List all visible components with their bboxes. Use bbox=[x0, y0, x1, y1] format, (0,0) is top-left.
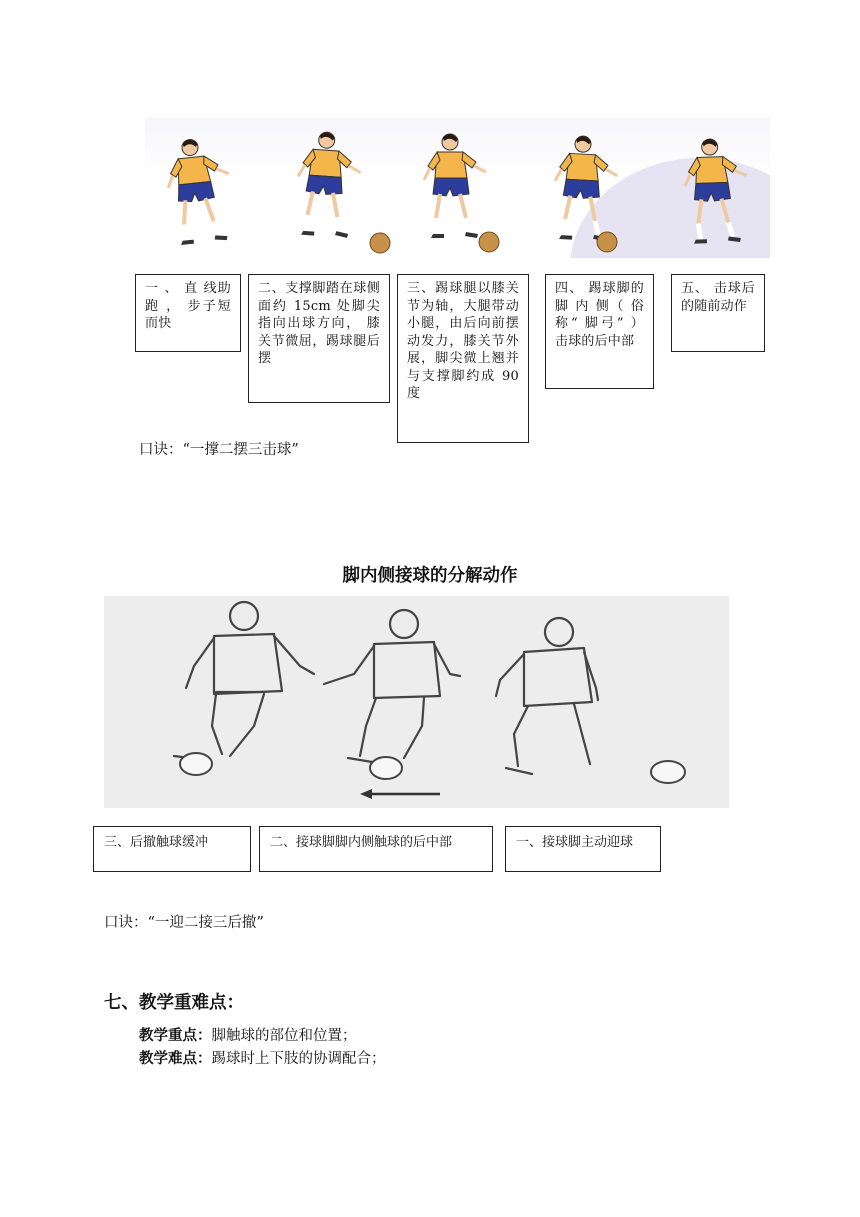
kick-sequence-illustration bbox=[145, 118, 770, 258]
receive-step-2-text: 二、接球脚脚内侧触球的后中部 bbox=[270, 835, 453, 850]
kick-mnemonic: 口诀：“一撑二摆三击球” bbox=[139, 442, 299, 458]
section-heading: 七、教学重难点： bbox=[104, 993, 244, 1013]
kick-step-4-box bbox=[545, 274, 654, 389]
receive-step-2-box bbox=[259, 826, 493, 872]
difficulty-line bbox=[139, 1047, 386, 1068]
difficulty-label: 教学难点： bbox=[139, 1051, 212, 1067]
kicking-figures bbox=[145, 118, 770, 258]
receive-sequence-illustration bbox=[104, 596, 729, 808]
receive-step-1-text: 一、接球脚主动迎球 bbox=[516, 835, 634, 850]
kick-step-5-box bbox=[671, 274, 765, 352]
receive-step-3-text: 三、后撤触球缓冲 bbox=[104, 835, 209, 850]
kick-step-3-text: 三、踢球腿以膝关节为轴，大腿带动小腿，由后向前摆动发力，膝关节外展，脚尖微上翘并与支撑脚约成 90 度 bbox=[407, 281, 519, 401]
difficulty-text: 踢球时上下肢的协调配合； bbox=[211, 1051, 386, 1067]
receive-step-3-box bbox=[93, 826, 251, 872]
receive-step-1-box bbox=[505, 826, 661, 872]
kick-step-1-text: 一 、 直 线助 跑 ， 步子短而快 bbox=[145, 281, 231, 331]
focus-text: 脚触球的部位和位置； bbox=[211, 1028, 357, 1044]
kick-step-1-box bbox=[135, 274, 241, 352]
kick-step-5-text: 五、 击球后的随前动作 bbox=[681, 281, 755, 314]
kick-step-4-text: 四、 踢球脚的 脚 内 侧（ 俗称“ 脚弓” ） 击球的后中部 bbox=[555, 281, 644, 349]
receiving-figures bbox=[104, 596, 729, 808]
receive-title: 脚内侧接球的分解动作 bbox=[342, 566, 518, 586]
kick-step-2-text: 二、支撑脚踏在球侧面约 15cm 处脚尖指向出球方向， 膝关节微屈，踢球腿后摆 bbox=[258, 281, 380, 366]
kick-step-3-box bbox=[397, 274, 529, 443]
receive-mnemonic: 口诀：“一迎二接三后撤” bbox=[104, 915, 264, 931]
focus-line bbox=[139, 1024, 357, 1045]
focus-label: 教学重点： bbox=[139, 1028, 212, 1044]
kick-step-2-box bbox=[248, 274, 390, 403]
